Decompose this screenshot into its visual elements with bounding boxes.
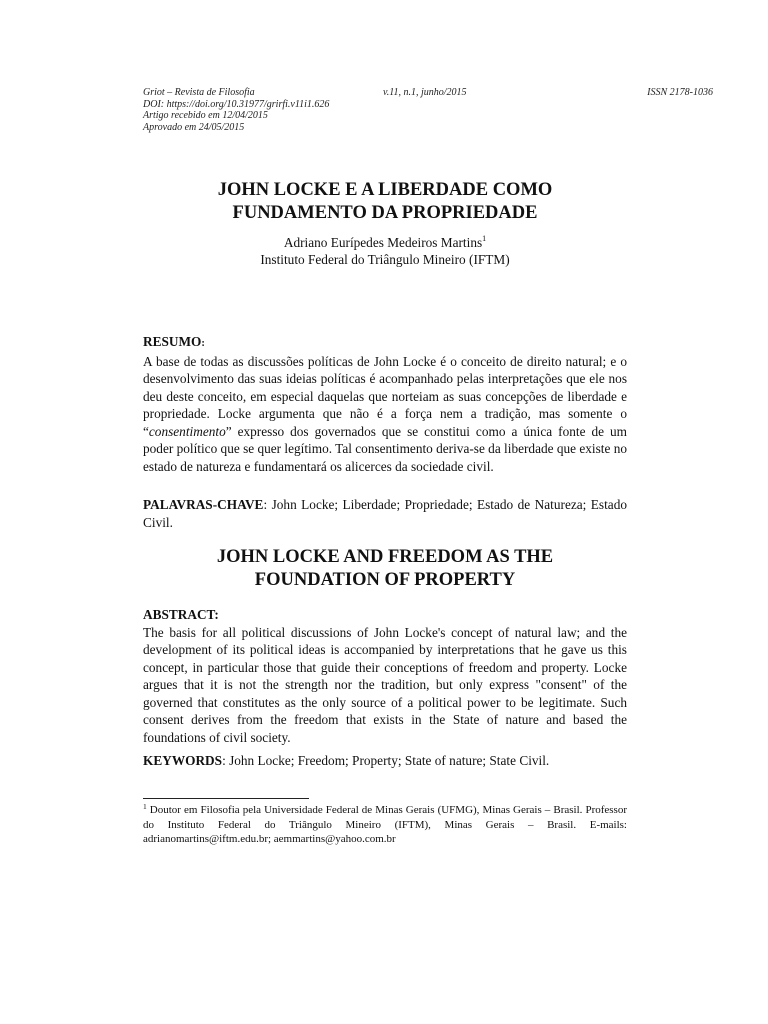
title-en-line1: JOHN LOCKE AND FREEDOM AS THE — [216, 547, 554, 567]
author-name-line — [143, 234, 627, 251]
journal-name: Griot – Revista de Filosofia — [143, 87, 255, 98]
footnote — [143, 803, 627, 847]
keywords-english — [143, 752, 627, 770]
footnote-text: Doutor em Filosofia pela Universidade Federal de Minas Gerais (UFMG), Minas Gerais – Brasil. Professor do Instituto Federal do Triângulo Mineiro (IFTM), Minas Gerais – Brasil. E-mails: adrianomartins@iftm.edu.br; aemmartins@yahoo.com.br — [143, 804, 627, 845]
footnote-mark: 1 — [143, 802, 147, 811]
abstract-label: ABSTRACT: — [143, 607, 219, 622]
title-english — [143, 546, 627, 592]
journal-header — [143, 87, 713, 133]
keywords-portuguese — [143, 496, 627, 531]
keywords-en-text: : John Locke; Freedom; Property; State of nature; State Civil. — [222, 753, 550, 768]
journal-issn: ISSN 2178-1036 — [647, 87, 713, 98]
title-en-line2: FOUNDATION OF PROPERTY — [254, 570, 516, 590]
title-pt-line2: FUNDAMENTO DA PROPRIEDADE — [232, 203, 538, 223]
abstract-text: The basis for all political discussions of John Locke's concept of natural law; and the development of its political ideas is accompanied by interpretations that he gave us this concept, in particular those that guide their conceptions of freedom and property. Locke argues that it is not the strength nor the tradition, but only express "consent" of the governed that constitutes as the only source of a political power to be legitimate. Such consent derives from the freedom that exists in the State of nature and based the foundations of civil society. — [143, 624, 627, 745]
keywords-pt-text: : John Locke; Liberdade; Propriedade; Estado de Natureza; Estado Civil. — [143, 497, 627, 530]
resumo-section — [143, 333, 627, 475]
resumo-label: RESUMO — [143, 334, 202, 349]
footnote-divider — [143, 798, 309, 799]
title-portuguese — [143, 179, 627, 225]
title-pt-line1: JOHN LOCKE E A LIBERDADE COMO — [217, 180, 553, 200]
approved-date: Aprovado em 24/05/2015 — [143, 121, 245, 133]
resumo-heading — [143, 333, 627, 353]
received-date: Artigo recebido em 12/04/2015 — [143, 110, 268, 121]
resumo-colon: : — [201, 338, 205, 349]
keywords-pt-label: PALAVRAS-CHAVE — [143, 497, 264, 512]
journal-volume: v.11, n.1, junho/2015 — [383, 87, 467, 98]
author-name: Adriano Eurípedes Medeiros Martins — [283, 235, 483, 250]
resumo-text — [143, 353, 627, 476]
header-first-row — [143, 87, 713, 99]
author-block — [143, 234, 627, 268]
abstract-section — [143, 606, 627, 746]
article-doi: DOI: https://doi.org/10.31977/grirfi.v11i1.626 — [143, 98, 330, 110]
resumo-text-before: A base de todas as discussões políticas de John Locke é o conceito de direito natural; e o desenvolvimento das suas ideias políticas é acompanhado pelas interpretações que ele nos deu deste conceito, em especial daquelas que norteiam as suas concepções de liberdade e propriedade. Locke argumenta que não é a força nem a tradição, mas somente o “ — [143, 353, 627, 439]
resumo-text-after: ” expresso dos governados que se constitui como a única fonte de um poder político que se quer legítimo. Tal consentimento deriva-se da liberdade que existe no estado de natureza e fundamentará os alicerces da sociedade civil. — [143, 423, 628, 474]
resumo-text-italic: consentimento — [148, 423, 226, 439]
keywords-en-label: KEYWORDS — [143, 753, 223, 768]
author-footnote-mark: 1 — [482, 234, 487, 243]
author-affiliation: Instituto Federal do Triângulo Mineiro (IFTM) — [260, 252, 510, 267]
